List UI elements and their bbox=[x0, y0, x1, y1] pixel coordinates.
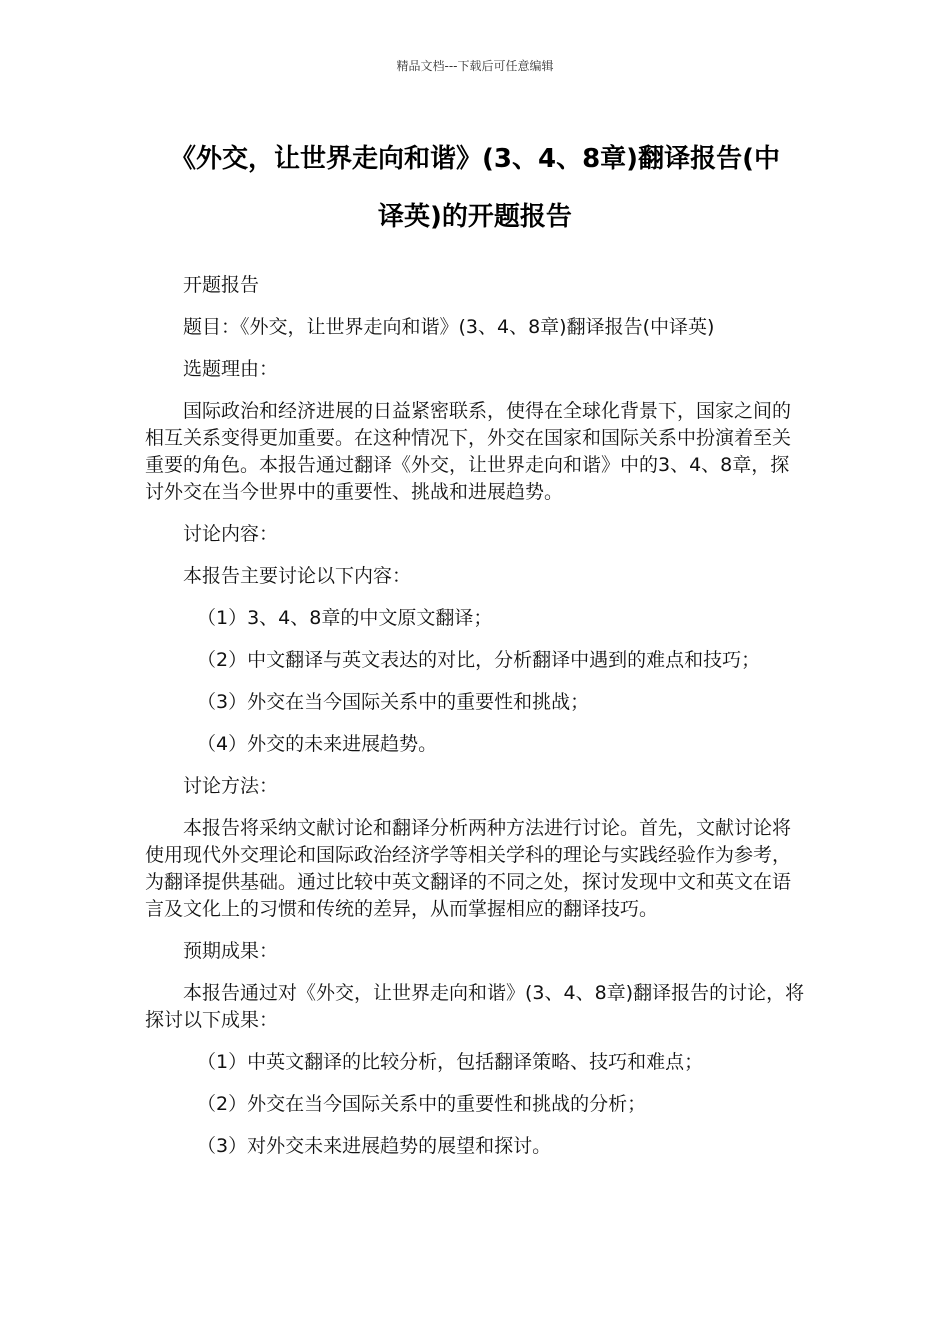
document-body bbox=[145, 272, 805, 1175]
content-list-item: （3）外交在当今国际关系中的重要性和挑战； bbox=[197, 691, 590, 713]
reason-paragraph: 国际政治和经济进展的日益紧密联系，使得在全球化背景下，国家之间的相互关系变得更加重要。在这种情况下，外交在国家和国际关系中扮演着至关重要的角色。本报告通过翻译《外交，让世界走向和谐》中的3、4、8章，探讨外交在当今世界中的重要性、挑战和进展趋势。 bbox=[145, 400, 792, 503]
section-label-method: 讨论方法： bbox=[183, 775, 279, 797]
results-list-item: （1）中英文翻译的比较分析，包括翻译策略、技巧和难点； bbox=[197, 1051, 704, 1073]
content-list-item: （1）3、4、8章的中文原文翻译； bbox=[197, 607, 493, 629]
results-intro: 本报告通过对《外交，让世界走向和谐》(3、4、8章)翻译报告的讨论，将探讨以下成果： bbox=[145, 982, 805, 1031]
page-header-note: 精品文档---下载后可任意编辑 bbox=[396, 59, 554, 73]
method-paragraph: 本报告将采纳文献讨论和翻译分析两种方法进行讨论。首先，文献讨论将使用现代外交理论和国际政治经济学等相关学科的理论与实践经验作为参考，为翻译提供基础。通过比较中英文翻译的不同之处，探讨发现中文和英文在语言及文化上的习惯和传统的差异，从而掌握相应的翻译技巧。 bbox=[145, 817, 792, 920]
content-list-item: （2）中文翻译与英文表达的对比，分析翻译中遇到的难点和技巧； bbox=[197, 649, 761, 671]
document-title bbox=[130, 130, 820, 246]
results-list-item: （3）对外交未来进展趋势的展望和探讨。 bbox=[197, 1135, 552, 1157]
section-label-report: 开题报告 bbox=[183, 274, 260, 296]
section-label-content: 讨论内容： bbox=[183, 523, 279, 545]
topic-line: 题目：《外交，让世界走向和谐》(3、4、8章)翻译报告(中译英) bbox=[183, 316, 715, 338]
content-list-item: （4）外交的未来进展趋势。 bbox=[197, 733, 438, 755]
title-line-2: 译英)的开题报告 bbox=[378, 202, 572, 232]
section-label-reason: 选题理由： bbox=[183, 358, 279, 380]
section-label-results: 预期成果： bbox=[183, 940, 279, 962]
title-line-1: 《外交，让世界走向和谐》(3、4、8章)翻译报告(中 bbox=[170, 144, 780, 174]
results-list-item: （2）外交在当今国际关系中的重要性和挑战的分析； bbox=[197, 1093, 647, 1115]
content-intro: 本报告主要讨论以下内容： bbox=[183, 565, 412, 587]
